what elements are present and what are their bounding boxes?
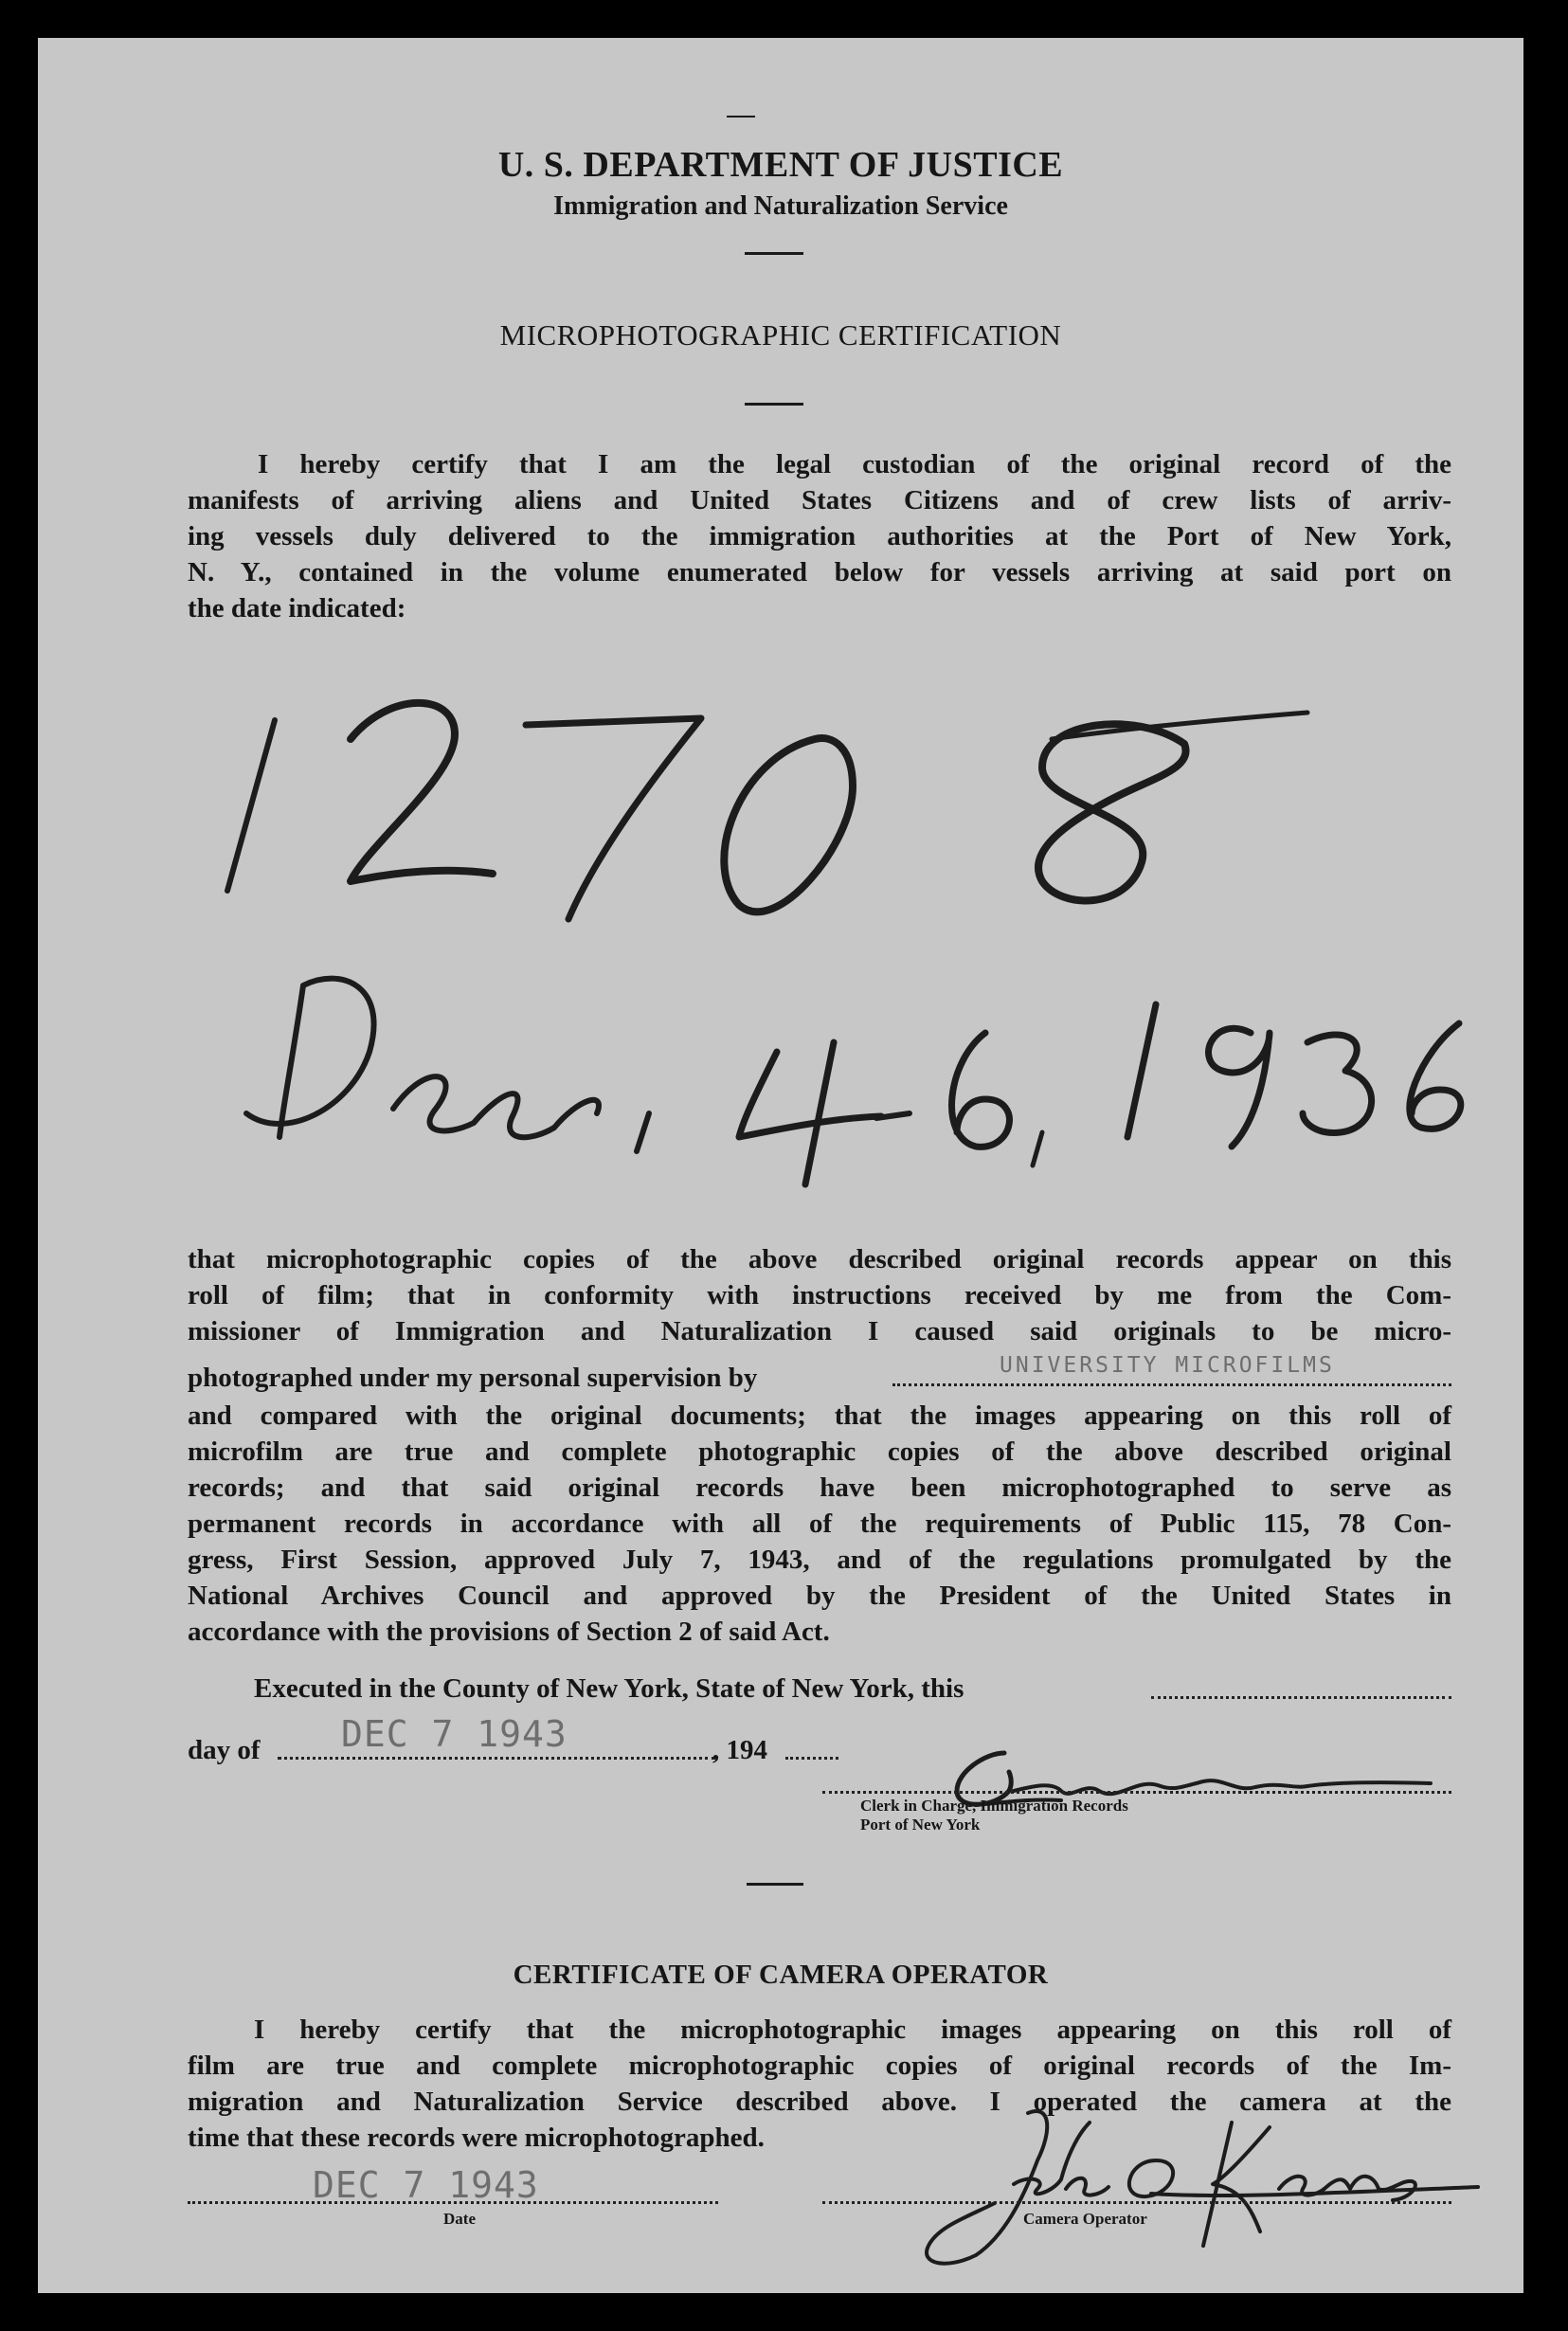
supervision-label: photographed under my personal supervision by <box>188 1363 758 1393</box>
clerk-signature-line <box>822 1791 1451 1794</box>
supervision-stamp: UNIVERSITY MICROFILMS <box>1000 1353 1335 1378</box>
body-line: accordance with the provisions of Section 2 of said Act. <box>188 1617 830 1647</box>
camera-operator-label: Camera Operator <box>1023 2210 1147 2228</box>
body-line: records; and that said original records have been microphotographed to serve as <box>188 1473 1451 1503</box>
intro-line: manifests of arriving aliens and United States Citizens and of crew lists of arriv- <box>188 485 1451 515</box>
camera-date-label: Date <box>443 2210 476 2228</box>
supervision-blank <box>892 1383 1451 1386</box>
day-of-label: day of <box>188 1735 261 1765</box>
camera-date-line <box>188 2201 718 2204</box>
executed-date-stamp: DEC 7 1943 <box>341 1713 568 1755</box>
camera-operator-signature <box>824 2094 1487 2274</box>
day-of-blank <box>278 1757 715 1760</box>
body-line: National Archives Council and approved by the President of the United States in <box>188 1581 1451 1611</box>
divider <box>745 252 803 255</box>
intro-line: I hereby certify that I am the legal custodian of the original record of the <box>258 449 1451 479</box>
intro-line: N. Y., contained in the volume enumerated below for vessels arriving at said port on <box>188 557 1451 587</box>
camera-certificate-title: CERTIFICATE OF CAMERA OPERATOR <box>513 1960 1049 1990</box>
body-line: that microphotographic copies of the above described original records appear on this <box>188 1244 1451 1274</box>
handwritten-date-range <box>227 948 1516 1194</box>
divider <box>747 1883 803 1886</box>
certification-page <box>38 38 1523 2293</box>
intro-line: the date indicated: <box>188 593 406 623</box>
camera-line: I hereby certify that the microphotographic images appearing on this roll of <box>254 2015 1451 2045</box>
body-line: microfilm are true and complete photographic copies of the above described original <box>188 1437 1451 1467</box>
body-line: missioner of Immigration and Naturalization I caused said originals to be micro- <box>188 1316 1451 1346</box>
executed-text: Executed in the County of New York, State of New York, this <box>254 1673 964 1704</box>
camera-line: film are true and complete microphotographic copies of original records of the Im- <box>188 2051 1451 2081</box>
clerk-title: Clerk in Charge, Immigration Records <box>860 1797 1128 1815</box>
service-subtitle: Immigration and Naturalization Service <box>553 191 1008 221</box>
camera-date-stamp: DEC 7 1943 <box>313 2164 539 2206</box>
certification-title: MICROPHOTOGRAPHIC CERTIFICATION <box>499 318 1062 352</box>
intro-line: ing vessels duly delivered to the immigration authorities at the Port of New York, <box>188 521 1451 551</box>
camera-line: time that these records were microphotographed. <box>188 2123 765 2153</box>
body-line: and compared with the original documents; that the images appearing on this roll of <box>188 1400 1451 1431</box>
divider <box>745 403 803 406</box>
department-title: U. S. DEPARTMENT OF JUSTICE <box>497 145 1064 185</box>
camera-line: migration and Naturalization Service described above. I operated the camera at the <box>188 2087 1451 2117</box>
year-prefix: , 194 <box>712 1735 767 1765</box>
handwritten-volume-number <box>208 654 1497 938</box>
executed-day-blank <box>1151 1696 1451 1699</box>
year-blank <box>785 1757 838 1760</box>
top-mark <box>727 116 755 117</box>
body-line: roll of film; that in conformity with instructions received by me from the Com- <box>188 1280 1451 1310</box>
camera-operator-line <box>822 2201 1451 2204</box>
body-line: gress, First Session, approved July 7, 1943, and of the regulations promulgated by the <box>188 1545 1451 1575</box>
body-line: permanent records in accordance with all of the requirements of Public 115, 78 Con- <box>188 1509 1451 1539</box>
clerk-port: Port of New York <box>860 1816 981 1834</box>
